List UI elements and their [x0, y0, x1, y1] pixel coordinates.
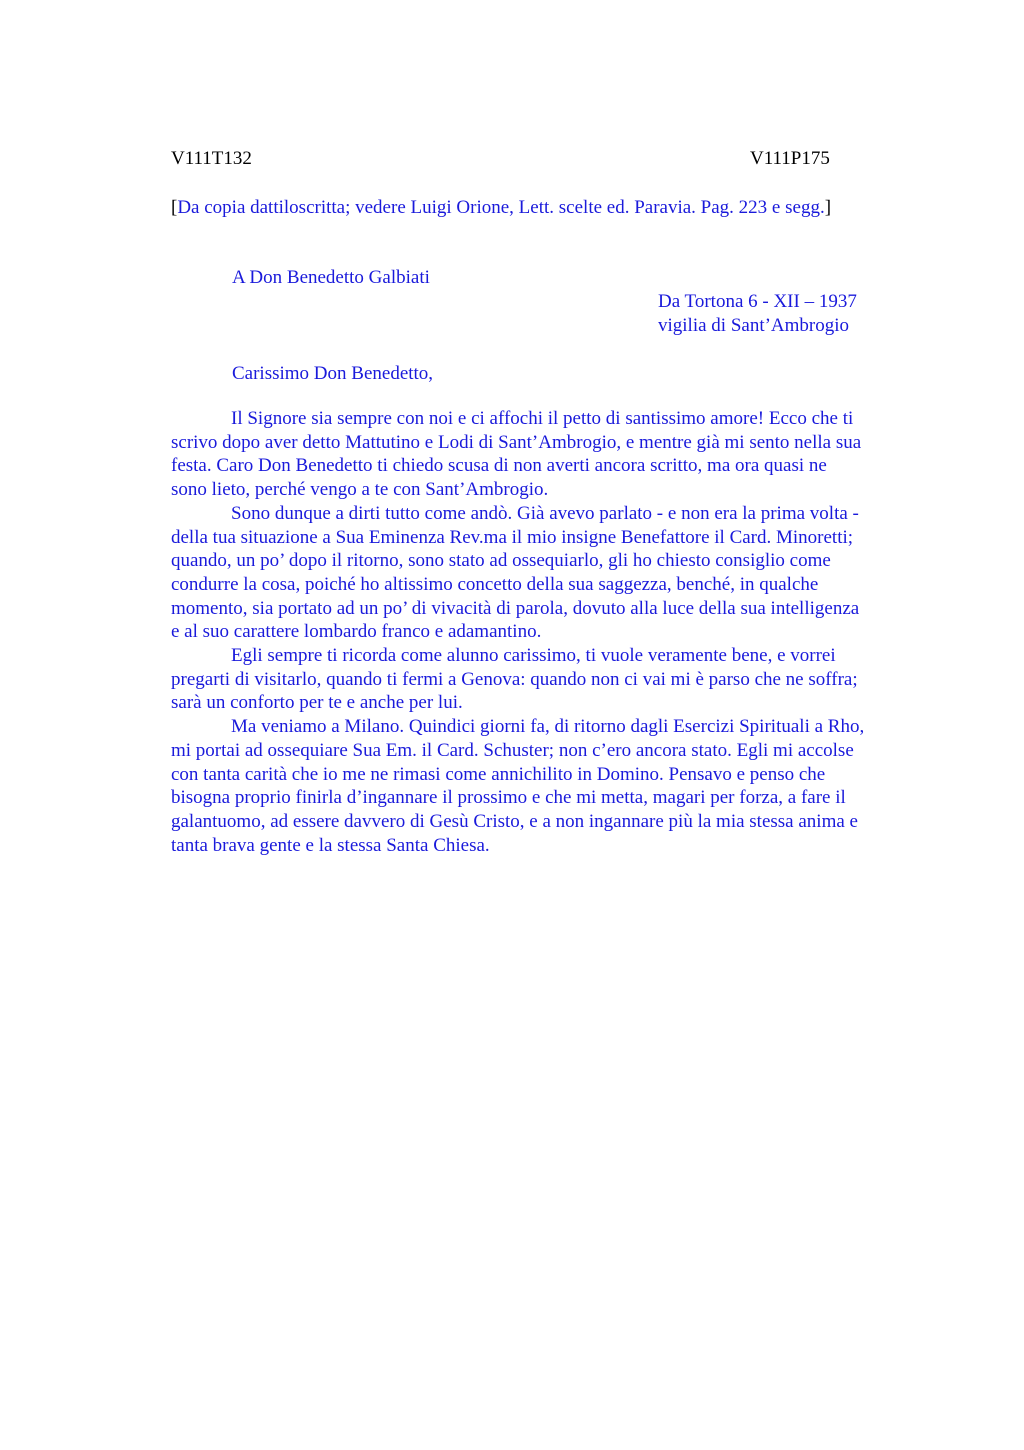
body-line: Sono dunque a dirti tutto come andò. Già avevo parlato - e non era la prima volta - — [231, 502, 859, 524]
body-line: Ma veniamo a Milano. Quindici giorni fa, di ritorno dagli Esercizi Spirituali a Rho, — [231, 716, 865, 738]
source-note-text: Da copia dattiloscritta; vedere Luigi Orione, Lett. scelte ed. Paravia. Pag. 223 e segg. — [177, 197, 825, 218]
header-right-code: V111P175 — [750, 148, 830, 169]
body-line: tanta brava gente e la stessa Santa Chiesa. — [171, 834, 490, 856]
body-line: pregarti di visitarlo, quando ti fermi a Genova: quando non ci vai mi è parso che ne soffra; — [171, 668, 858, 690]
body-line: scrivo dopo aver detto Mattutino e Lodi di Sant’Ambrogio, e mentre già mi sento nella sua — [171, 431, 862, 453]
paragraph — [171, 407, 931, 502]
header-left-code: V111T132 — [171, 148, 252, 169]
paragraph — [171, 644, 931, 715]
body-line: Egli sempre ti ricorda come alunno carissimo, ti vuole veramente bene, e vorrei — [231, 645, 836, 667]
paragraph — [171, 502, 931, 644]
source-note — [171, 196, 831, 220]
body-line: della tua situazione a Sua Eminenza Rev.ma il mio insigne Benefattore il Card. Minoretti; — [171, 526, 854, 548]
body-line: condurre la cosa, poiché ho altissimo concetto della sua saggezza, benché, in qualche — [171, 573, 819, 595]
place-date-line-1: Da Tortona 6 - XII – 1937 — [658, 291, 857, 312]
body-line: sarà un conforto per te e anche per lui. — [171, 692, 463, 714]
source-note-open-bracket: [ — [171, 197, 178, 218]
paragraph — [171, 715, 931, 857]
body-line: galantuomo, ad essere davvero di Gesù Cristo, e a non ingannare più la mia stessa anima e — [171, 810, 858, 832]
body-line: momento, sia portato ad un po’ di vivacità di parola, dovuto alla luce della sua intelligenza — [171, 597, 860, 619]
body-line: quando, un po’ dopo il ritorno, sono stato ad ossequiarlo, gli ho chiesto consiglio come — [171, 550, 831, 572]
source-note-close-bracket: ] — [824, 197, 832, 218]
body-line: sono lieto, perché vengo a te con Sant’Ambrogio. — [171, 479, 549, 501]
body-line: bisogna proprio finirla d’ingannare il prossimo e che mi metta, magari per forza, a fare il — [171, 787, 846, 809]
body-line: festa. Caro Don Benedetto ti chiedo scusa di non averti ancora scritto, ma ora quasi ne — [171, 455, 827, 477]
body-line: Il Signore sia sempre con noi e ci affochi il petto di santissimo amore! Ecco che ti — [231, 408, 854, 429]
body-line: con tanta carità che io me ne rimasi come annichilito in Domino. Pensavo e penso che — [171, 763, 826, 785]
body-line: mi portai ad ossequiare Sua Em. il Card. Schuster; non c’ero ancora stato. Egli mi accolse — [171, 739, 854, 761]
body-line: e al suo carattere lombardo franco e adamantino. — [171, 621, 542, 643]
salutation: Carissimo Don Benedetto, — [232, 363, 434, 384]
place-date-line-2: vigilia di Sant’Ambrogio — [658, 315, 850, 336]
letter-body — [171, 407, 931, 857]
recipient: A Don Benedetto Galbiati — [232, 267, 430, 288]
